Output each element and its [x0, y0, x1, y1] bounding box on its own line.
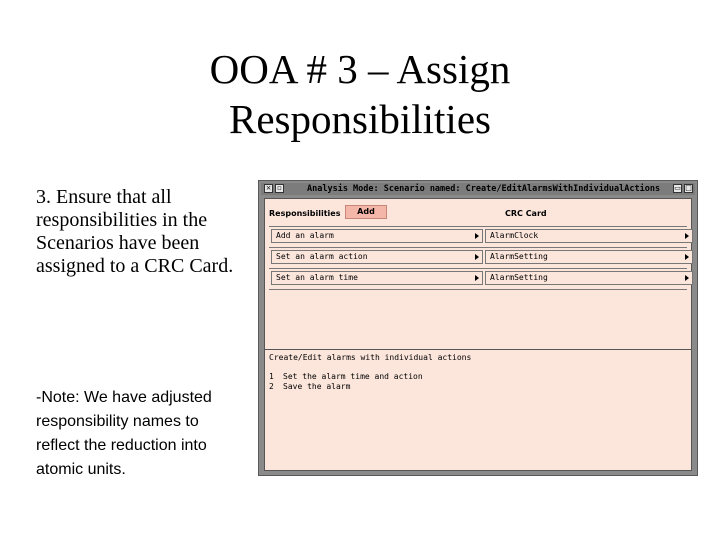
crc-card-field[interactable]: AlarmSetting — [485, 271, 693, 285]
window-title: Analysis Mode: Scenario named: Create/EditAlarmsWithIndividualActions — [307, 184, 661, 194]
arrow-right-icon[interactable] — [475, 254, 479, 260]
minimize-icon[interactable]: ▭ — [674, 184, 681, 192]
responsibilities-pane — [264, 198, 692, 362]
table-row — [269, 248, 687, 269]
scenario-pane[interactable] — [264, 349, 692, 471]
scenario-step: 1 Set the alarm time and action — [269, 372, 423, 381]
slide-note: -Note: We have adjusted responsibility names to reflect the reduction into atomic units. — [36, 389, 212, 478]
analysis-window — [258, 180, 698, 476]
scenario-step: 2 Save the alarm — [269, 382, 351, 391]
responsibility-field[interactable]: Add an alarm — [271, 229, 483, 243]
crc-card-field[interactable]: AlarmSetting — [485, 250, 693, 264]
responsibility-field[interactable]: Set an alarm action — [271, 250, 483, 264]
responsibilities-header: Responsibilities — [269, 209, 341, 218]
arrow-right-icon[interactable] — [685, 275, 689, 281]
add-button[interactable]: Add — [345, 205, 387, 219]
slide-title — [150, 44, 570, 144]
slide-title-line1: OOA # 3 – Assign — [209, 46, 511, 92]
responsibility-list — [269, 226, 687, 290]
crc-card-header: CRC Card — [505, 209, 547, 218]
arrow-right-icon[interactable] — [475, 275, 479, 281]
window-titlebar[interactable] — [261, 183, 695, 195]
maximize-icon[interactable]: □ — [685, 184, 692, 192]
slide-title-line2: Responsibilities — [229, 96, 491, 142]
slide-bullet: 3. Ensure that all responsibilities in the Scenarios have been assigned to a CRC Card. — [36, 186, 234, 277]
arrow-right-icon[interactable] — [475, 233, 479, 239]
menu-icon[interactable]: ▫ — [275, 184, 284, 193]
arrow-right-icon[interactable] — [685, 233, 689, 239]
responsibility-field[interactable]: Set an alarm time — [271, 271, 483, 285]
close-icon[interactable]: × — [265, 184, 272, 192]
crc-card-field[interactable]: AlarmClock — [485, 229, 693, 243]
table-row — [269, 227, 687, 248]
table-row — [269, 269, 687, 290]
scenario-title: Create/Edit alarms with individual actions — [269, 353, 472, 362]
arrow-right-icon[interactable] — [685, 254, 689, 260]
